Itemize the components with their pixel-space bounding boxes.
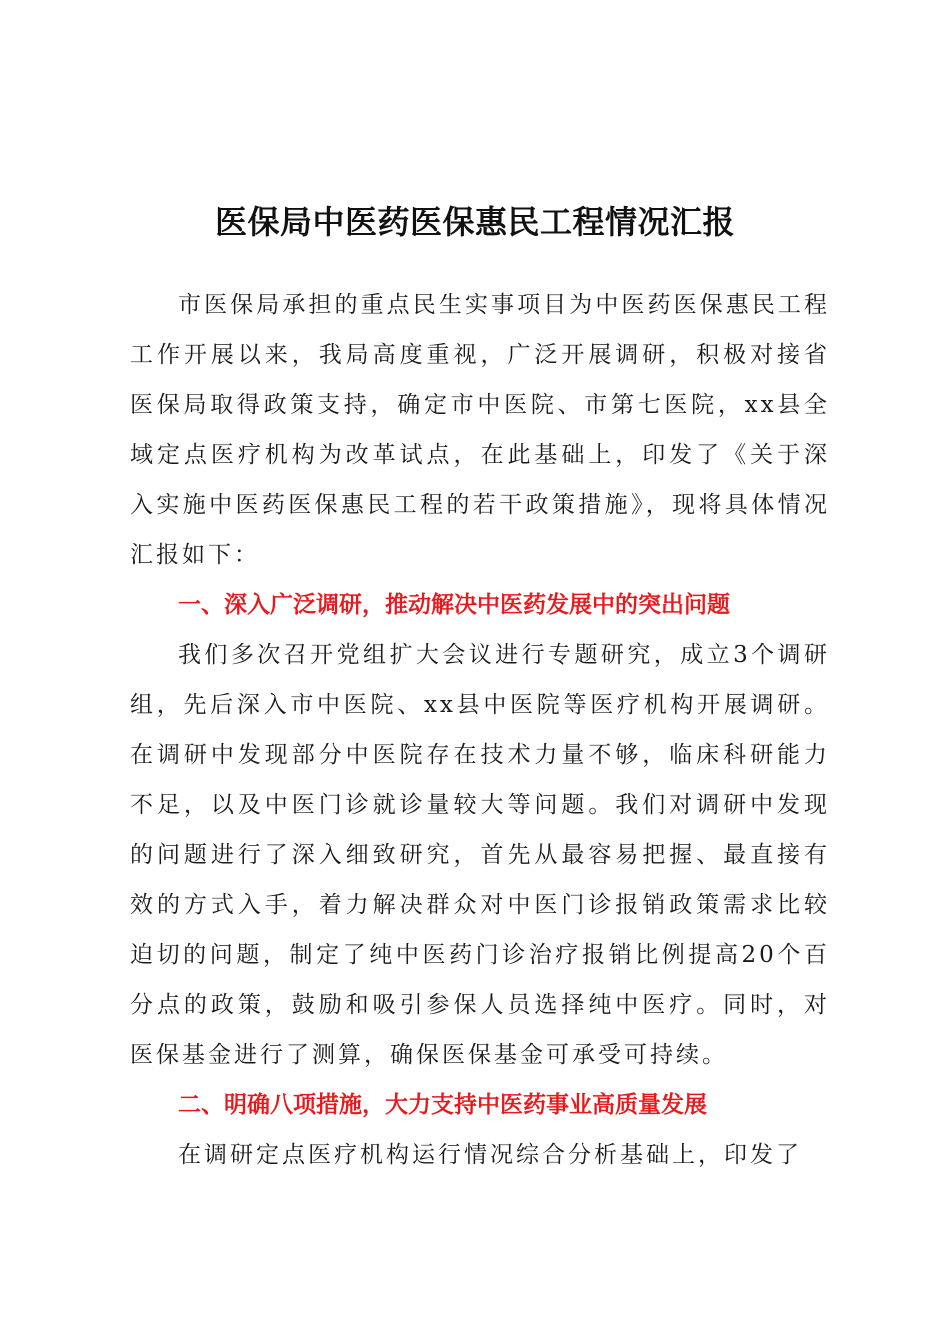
document-title: 医保局中医药医保惠民工程情况汇报 bbox=[214, 203, 735, 241]
section-heading-1: 一、深入广泛调研，推动解决中医药发展中的突出问题 bbox=[178, 592, 730, 618]
intro-paragraph: 市医保局承担的重点民生实事项目为中医药医保惠民工程工作开展以来，我局高度重视，广泛开展调研，积极对接省医保局取得政策支持，确定市中医院、市第七医院，xx县全域定点医疗机构为改革试点，在此基础上，印发了《关于深入实施中医药医保惠民工程的若干政策措施》，现将具体情况汇报如下： bbox=[130, 292, 830, 568]
section-heading-2: 二、明确八项措施，大力支持中医药事业高质量发展 bbox=[178, 1092, 707, 1118]
section-paragraph-1: 我们多次召开党组扩大会议进行专题研究，成立3个调研组，先后深入市中医院、xx县中医院等医疗机构开展调研。在调研中发现部分中医院存在技术力量不够，临床科研能力不足，以及中医门诊就诊量较大等问题。我们对调研中发现的问题进行了深入细致研究，首先从最容易把握、最直接有效的方式入手，着力解决群众对中医门诊报销政策需求比较迫切的问题，制定了纯中医药门诊治疗报销比例提高20个百分点的政策，鼓励和吸引参保人员选择纯中医疗。同时，对医保基金进行了测算，确保医保基金可承受可持续。 bbox=[130, 642, 830, 1068]
section-paragraph-2: 在调研定点医疗机构运行情况综合分析基础上，印发了 bbox=[178, 1142, 802, 1168]
